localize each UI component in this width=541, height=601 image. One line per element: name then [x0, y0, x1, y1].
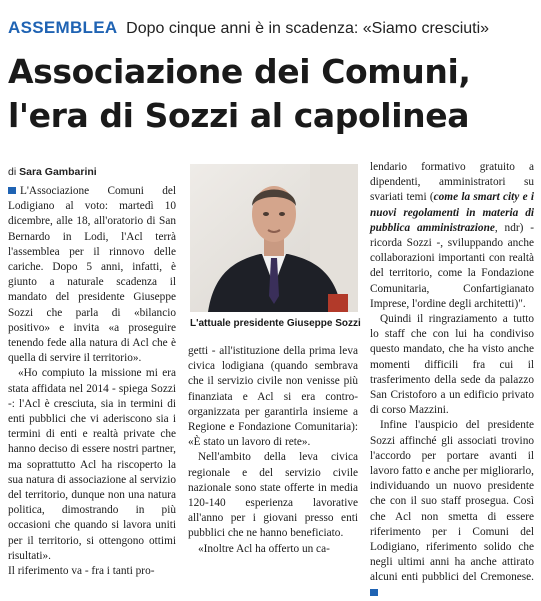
article-end-square-icon [370, 589, 378, 596]
paragraph-text: L'Associazione Comuni del Lodigiano al voto: martedì 10 dicembre, alle 18, all'oratorio di San Bernardo in Lodi, l'Acl terrà l'assemblea per il rinnovo delle cariche. Dopo 5 anni, infatti, è giunto a naturale scadenza il mandato del presidente Giuseppe Sozzi che parla di «bilancio positivo» e invita «a proseguire tenendo fede alla natura di Acl che è quella di servire il territorio». [8, 185, 176, 365]
article-start-square-icon [8, 187, 16, 194]
paragraph: getti - all'istituzione della prima leva civica lodigiana (quando sembrava che il servizio civile non venisse più finanziata e Acl si era contro-organizzata per garantirla insieme a Regione e Fondazione Comunitaria): «È stato un lavoro di rete». [188, 345, 358, 449]
paragraph: Quindi il ringraziamento a tutto lo staff che con lui ha condiviso questo mandato, che ha visto anche momenti difficili fra cui il trasferimento della sede da palazzo San Cristoforo a un edificio privato di corso Mazzini. [370, 313, 534, 417]
portrait-photo [190, 164, 358, 312]
byline [8, 166, 97, 178]
headline [8, 50, 538, 138]
paragraph: Nell'ambito della leva civica regionale e del servizio civile nazionale sono state offerte in media 120-140 esperienza lavorative all'anno per i giovani presso enti pubblici che ne hanno beneficiato. [188, 451, 358, 540]
byline-author: Sara Gambarini [19, 166, 97, 178]
headline-line-2: l'era di Sozzi al capolinea [8, 96, 470, 135]
paragraph-text: lendario formativo gratuito a dipendenti, amministratori su svariati temi ( [370, 161, 534, 204]
paragraph: «Inoltre Acl ha offerto un ca- [198, 542, 330, 555]
paragraph-text: , ndr) - ricorda Sozzi -, sviluppando anche collaborazioni importanti con realtà del territorio, come la Fondazione Comunitaria, Confartigianato Imprese, l'ordine degli architetti)". [370, 221, 534, 310]
column-3 [370, 160, 534, 601]
paragraph-text: Infine l'auspicio del presidente Sozzi affinché gli associati trovino l'accordo per portare avanti il lavoro fatto e anche per migliorarlo, individuando un nuovo presidente che con il suo staff prosegua. Così che Acl non smetta di essere riferimento per i Comuni del Lodigiano, riferimento solido che negli ultimi anni ha anche attirato alcuni enti pubblici del Cremonese. [370, 419, 534, 584]
emphasis-text: come la smart city e i nuovi regolamenti in materia di pubblica amministrazione [370, 191, 534, 234]
paragraph [370, 160, 534, 312]
portrait-illustration [190, 164, 358, 312]
headline-line-1: Associazione dei Comuni, [8, 52, 471, 91]
column-1 [8, 184, 176, 579]
kicker-subtitle: Dopo cinque anni è in scadenza: «Siamo cresciuti» [126, 20, 490, 37]
paragraph [370, 418, 534, 600]
section-label: ASSEMBLEA [8, 18, 118, 37]
byline-prefix: di [8, 166, 17, 178]
paragraph: «Ho compiuto la missione mi era stata affidata nel 2014 - spiega Sozzi -: l'Acl è cresciuta, sia in termini di enti pubblici che vi aderiscono sia i termini di enti e realtà private che hanno deciso di essere nostri partner, ma soprattutto Acl ha riscoperto la sua natura di associazione al servizio del territorio, dunque non una natura politica, dimostrando in più occasioni che quando si lavora uniti per il territorio, si ottengono ottimi risultati». [8, 367, 176, 562]
photo-caption: L'attuale presidente Giuseppe Sozzi [190, 318, 361, 329]
article-kicker [8, 18, 538, 39]
paragraph: Il riferimento va - fra i tanti pro- [8, 565, 155, 578]
paragraph [8, 184, 176, 366]
column-2 [188, 344, 358, 557]
